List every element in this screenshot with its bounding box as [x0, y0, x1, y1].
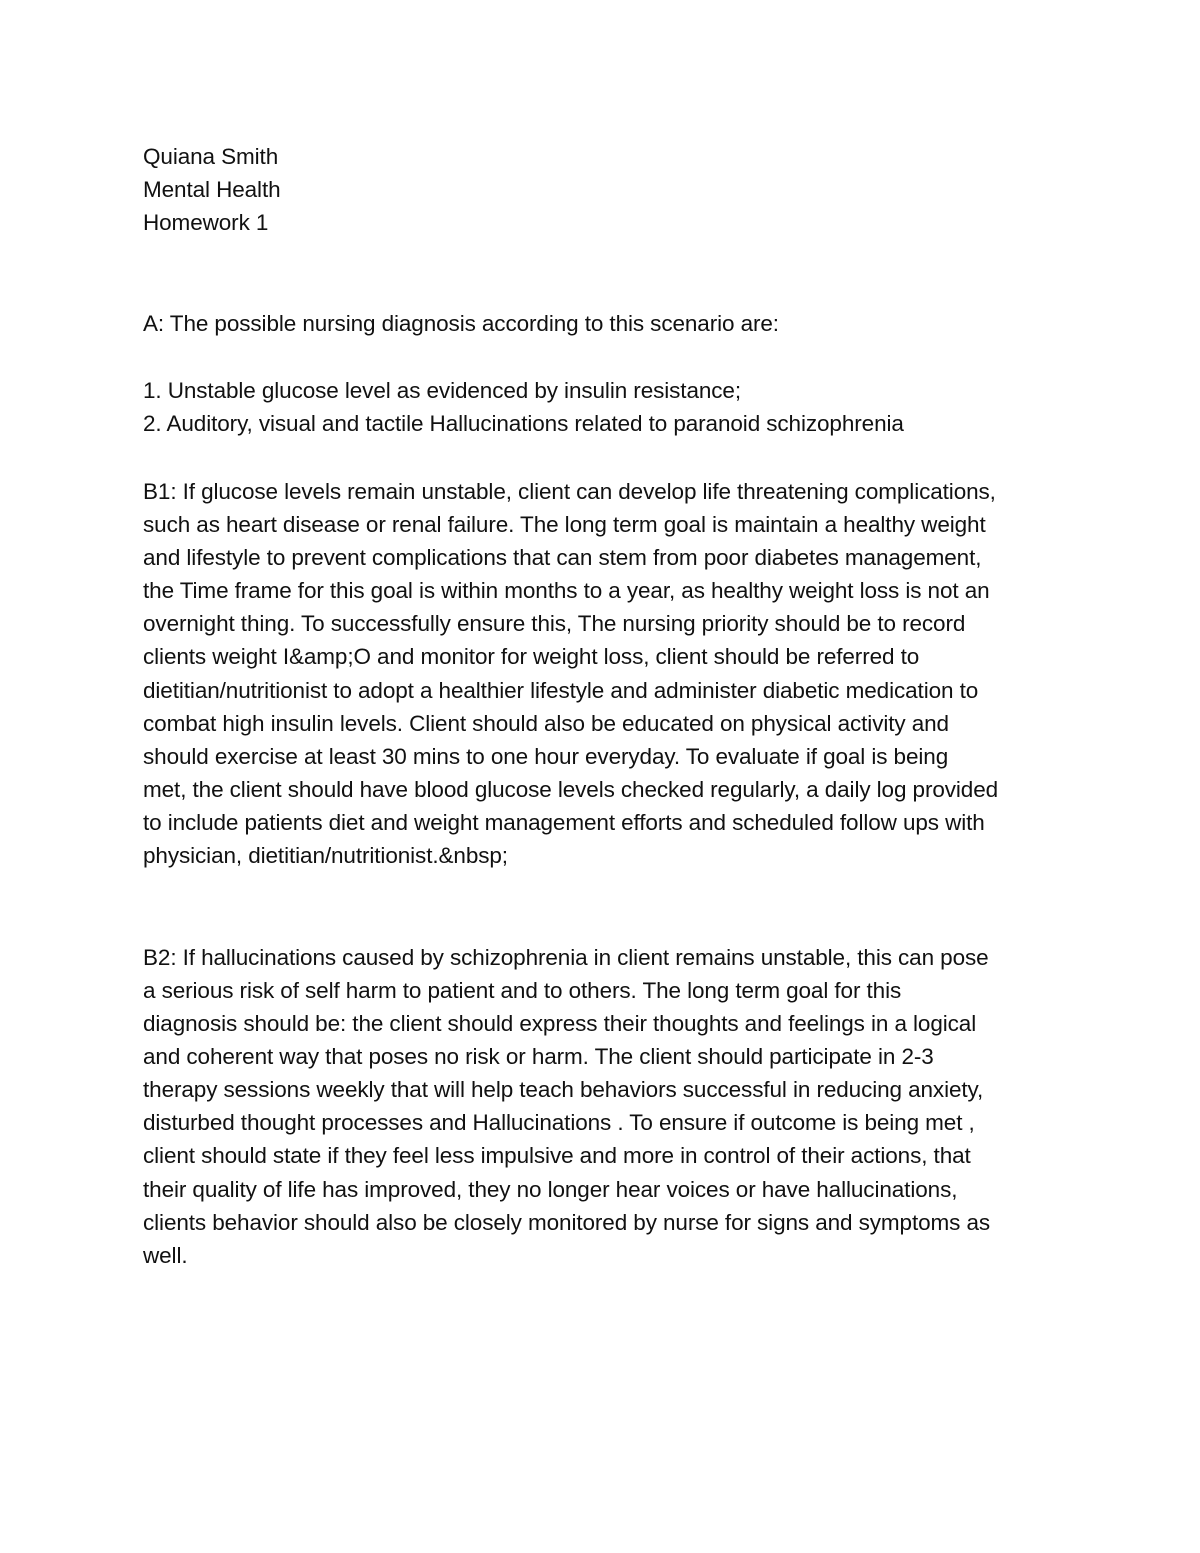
paragraph-line: met, the client should have blood glucose levels checked regularly, a daily log provided [143, 777, 999, 802]
paragraph-line: disturbed thought processes and Hallucinations . To ensure if outcome is being met , [143, 1110, 975, 1135]
paragraph-line: client should state if they feel less impulsive and more in control of their actions, that [143, 1143, 971, 1168]
paragraph-line: should exercise at least 30 mins to one hour everyday. To evaluate if goal is being [143, 744, 949, 769]
section-a-intro: A: The possible nursing diagnosis according to this scenario are: [143, 311, 779, 336]
paragraph-line: clients behavior should also be closely monitored by nurse for signs and symptoms as [143, 1210, 991, 1235]
paragraph-line: diagnosis should be: the client should express their thoughts and feelings in a logical [143, 1011, 977, 1036]
paragraph-line: and lifestyle to prevent complications that can stem from poor diabetes management, [143, 545, 982, 570]
paragraph-line: B2: If hallucinations caused by schizophrenia in client remains unstable, this can pose [143, 945, 989, 970]
course-title: Mental Health [143, 177, 281, 202]
paragraph-line: their quality of life has improved, they no longer hear voices or have hallucinations, [143, 1177, 958, 1202]
paragraph-line: therapy sessions weekly that will help teach behaviors successful in reducing anxiety, [143, 1077, 984, 1102]
paragraph-line: to include patients diet and weight management efforts and scheduled follow ups with [143, 810, 985, 835]
paragraph-line: B1: If glucose levels remain unstable, client can develop life threatening complications, [143, 479, 996, 504]
author-name: Quiana Smith [143, 144, 279, 169]
paragraph-line: a serious risk of self harm to patient and to others. The long term goal for this [143, 978, 902, 1003]
paragraph-line: physician, dietitian/nutritionist.&nbsp; [143, 843, 508, 868]
paragraph-line: such as heart disease or renal failure. The long term goal is maintain a healthy weight [143, 512, 986, 537]
paragraph-line: and coherent way that poses no risk or harm. The client should participate in 2-3 [143, 1044, 934, 1069]
assignment-title: Homework 1 [143, 210, 269, 235]
paragraph-line: clients weight I&amp;O and monitor for weight loss, client should be referred to [143, 644, 920, 669]
paragraph-line: well. [143, 1243, 188, 1268]
paragraph-line: overnight thing. To successfully ensure this, The nursing priority should be to record [143, 611, 966, 636]
paragraph-line: the Time frame for this goal is within months to a year, as healthy weight loss is not an [143, 578, 990, 603]
paragraph-line: combat high insulin levels. Client should also be educated on physical activity and [143, 711, 949, 736]
diagnosis-item-2: 2. Auditory, visual and tactile Hallucinations related to paranoid schizophrenia [143, 411, 904, 436]
diagnosis-item-1: 1. Unstable glucose level as evidenced by insulin resistance; [143, 378, 741, 403]
paragraph-line: dietitian/nutritionist to adopt a healthier lifestyle and administer diabetic medication to [143, 678, 979, 703]
